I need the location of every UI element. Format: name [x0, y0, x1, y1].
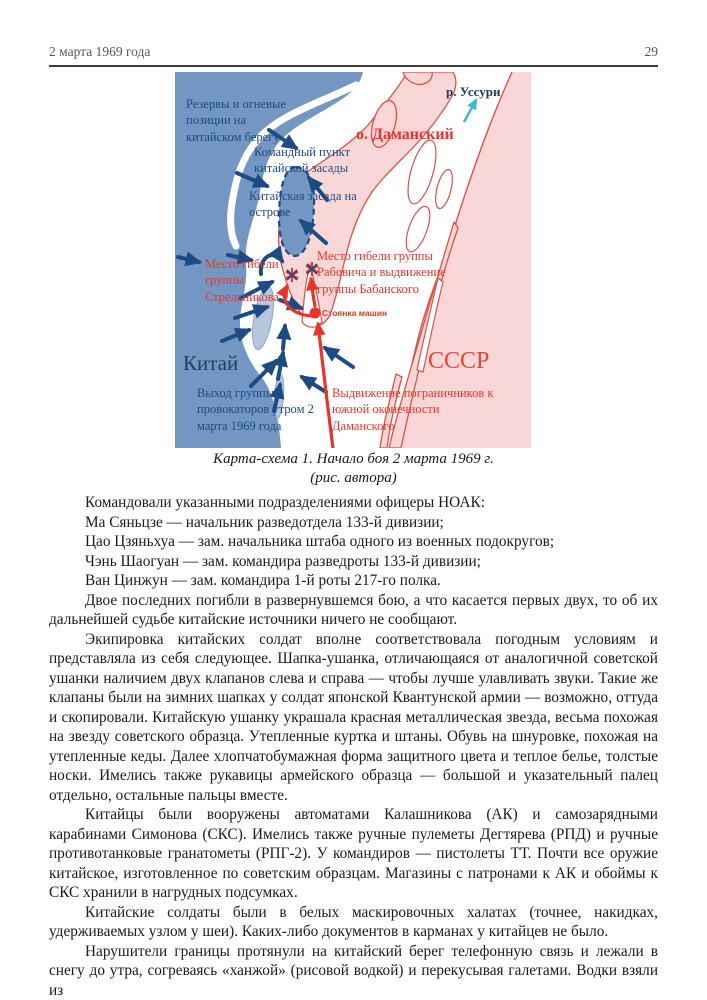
- officer-line: Цао Цзяньхуа — зам. начальника штаба одного из военных подокругов;: [85, 533, 555, 550]
- map-label-strelnikov-group: Место гибели группы Стрельникова: [205, 257, 279, 304]
- running-title: 2 марта 1969 года: [49, 44, 151, 59]
- map-label-command-post: Командный пункт китайской засады: [254, 145, 351, 176]
- page-number: 29: [644, 44, 658, 59]
- map-label-vehicle-parking: Стоянка машин: [322, 308, 388, 318]
- caption-title: Карта-схема 1. Начало боя 2 марта 1969 г.: [213, 451, 494, 467]
- officer-line: Ван Цинжун — зам. командира 1-й роты 217-го полка.: [85, 572, 441, 589]
- map-label-ussuri-river: р. Уссури: [446, 84, 501, 99]
- paragraph: Китайцы были вооружены автоматами Калашникова (АК) и самозарядными карабинами Симонова (СКС). Имелись также ручные пулеметы Дегтярева (РПД) и ручные противотанковые гранатометы (РПГ-2). У командиров — пистолеты ТТ. Почти все оружие китайское, изготовленное по советским образцам. Магазины с патронами к АК и обоймы к СКС хранили в нагрудных подсумках.: [49, 806, 658, 901]
- map-label-island-ambush: Китайская засада на острове: [249, 189, 357, 220]
- figure-caption: [49, 450, 658, 488]
- body-text: [49, 493, 658, 1000]
- map-label-reserves: Резервы и огневые позиции на китайском берегу: [186, 97, 286, 144]
- paragraph: Китайские солдаты были в белых маскировочных халатах (точнее, накидках, удерживаемых узлом у шеи). Каких-либо документов в карманах у китайцев не было.: [49, 903, 658, 940]
- paragraph: Экипировка китайских солдат вполне соответствовала погодным условиям и представляла из себя следующее. Шапка-ушанка, отличающаяся от аналогичной советской ушанки наличием двух клапанов слева и справа — чтобы лучше улавливать звуки. Такие же клапаны были на зимних шапках у солдат японской Квантунской армии — возможно, оттуда и скопировали. Китайскую ушанку украшала красная металлическая звезда, весьма похожая на звезду советского образца. Утепленные куртка и штаны. Обувь на шнуровке, похожая на утепленные кеды. Далее хлопчатобумажная форма защитного цвета и теплое белье, толстые носки. Имелись также рукавицы армейского образца — большой и указательный палец отдельно, остальные пальцы вместе.: [49, 630, 658, 804]
- map-label-ussr: СССР: [428, 348, 490, 374]
- paragraph: Двое последних погибли в развернувшемся бою, а что касается первых двух, то об их дальнейшей судьбе китайские источники ничего не сообщают.: [49, 591, 658, 628]
- paragraph-intro: Командовали указанными подразделениями офицеры НОАК:: [85, 494, 485, 511]
- river-flow-arrow: [464, 100, 476, 122]
- map-label-damansky-island: о. Даманский: [356, 126, 454, 143]
- paragraph: Нарушители границы протянули на китайский берег телефонную связь и лежали в снегу до утра, согреваясь «ханжой» (рисовой водкой) и перекусывая галетами. Водки взяли из: [49, 942, 658, 999]
- officer-line: Ма Сяньцзе — начальник разведотдела 133-й дивизии;: [85, 513, 444, 531]
- officer-line: Чэнь Шаогуан — зам. командира разведроты 133-й дивизии;: [85, 552, 481, 570]
- map-label-provocateurs: Выход группы провокаторов утром 2 марта 1969 года: [197, 386, 314, 433]
- caption-credit: (рис. автора): [310, 469, 397, 486]
- header-rule: [49, 65, 658, 67]
- map-label-rabovich-group: Место гибели группы Рабовича и выдвижение группы Бабанского: [317, 249, 446, 296]
- map-figure: [175, 72, 531, 448]
- page-header: [49, 44, 658, 60]
- map-label-border-guards: Выдвижение пограничников к южной оконечности Даманского: [332, 386, 494, 433]
- vehicle-parking-dot: [310, 308, 321, 319]
- map-label-china: Китай: [183, 351, 239, 375]
